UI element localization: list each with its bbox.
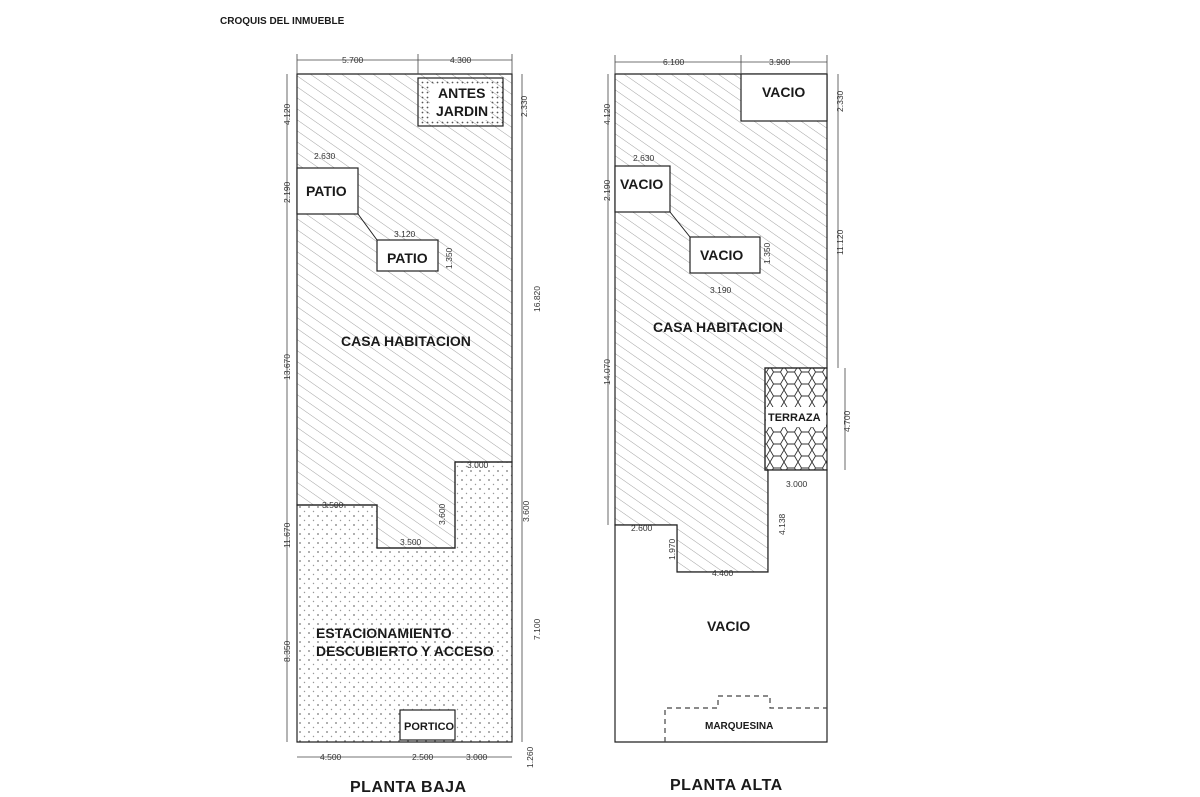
- pb-dim-top-right: 4.300: [450, 55, 472, 65]
- pb-dim-garage-h: 3.600: [521, 500, 531, 522]
- pb-dim-garage-w: 3.000: [467, 460, 489, 470]
- pb-dim-notch-w1: 3.500: [322, 500, 344, 510]
- pa-vacio-center-label: VACIO: [700, 247, 744, 263]
- antes-label-2: JARDIN: [436, 103, 489, 119]
- pa-dim-notch-h: 4.138: [777, 513, 787, 535]
- pa-dim-vacio-top-h: 2.330: [835, 90, 845, 112]
- pa-dim-bottom-w: 4.400: [712, 568, 734, 578]
- pa-casa-habitacion-label: CASA HABITACION: [653, 319, 783, 335]
- pa-dim-step-w: 2.600: [631, 523, 653, 533]
- pb-dim-bottom-3: 3.000: [466, 752, 488, 762]
- pb-dim-left-bottom: 8.350: [282, 640, 292, 662]
- pb-dim-notch-w2: 3.500: [400, 537, 422, 547]
- pb-dim-left-lower: 11.670: [282, 522, 292, 548]
- pa-dim-right-main: 11.120: [835, 229, 845, 255]
- pb-dim-left-main: 13.670: [282, 354, 292, 380]
- pa-dim-left-vacio: 2.190: [602, 179, 612, 201]
- marquesina-label: MARQUESINA: [705, 721, 774, 732]
- estacionamiento-label-1: ESTACIONAMIENTO: [316, 625, 452, 641]
- portico-label: PORTICO: [404, 721, 455, 733]
- pb-dim-top-left: 5.700: [342, 55, 364, 65]
- pb-dim-antes-h: 2.330: [519, 95, 529, 117]
- antes-label-1: ANTES: [438, 85, 486, 101]
- pa-dim-left-top: 4.120: [602, 103, 612, 125]
- terraza-label: TERRAZA: [768, 412, 821, 424]
- pa-dim-step-h: 1.970: [667, 538, 677, 560]
- pb-dim-left-patio: 2.190: [282, 181, 292, 203]
- pb-dim-right-lower: 7.100: [532, 618, 542, 640]
- pb-dim-corner: 1.260: [525, 746, 535, 768]
- pb-dim-right-total: 16.820: [532, 286, 542, 312]
- pa-dim-vacio-center-w: 3.190: [710, 285, 732, 295]
- pb-dim-bottom-1: 4.500: [320, 752, 342, 762]
- pb-dim-bottom-2: 2.500: [412, 752, 434, 762]
- pb-dim-notch-h: 3.600: [437, 503, 447, 525]
- casa-habitacion-label: CASA HABITACION: [341, 333, 471, 349]
- planta-baja-title: PLANTA BAJA: [350, 779, 467, 796]
- pa-dim-terraza-h: 4.700: [842, 410, 852, 432]
- planta-alta-title: PLANTA ALTA: [670, 777, 783, 794]
- pa-vacio-top-label: VACIO: [762, 84, 806, 100]
- pb-dim-patio-center-w: 3.120: [394, 229, 416, 239]
- patio-left-label: PATIO: [306, 183, 347, 199]
- pa-dim-terraza-w: 3.000: [786, 479, 808, 489]
- pa-dim-top-right: 3.900: [769, 57, 791, 67]
- pb-dim-left-top: 4.120: [282, 103, 292, 125]
- pa-dim-top-left: 6.100: [663, 57, 685, 67]
- pb-dim-patio-center-h: 1.350: [444, 247, 454, 269]
- pa-dim-left-main: 14.070: [602, 359, 612, 385]
- patio-center-label: PATIO: [387, 250, 428, 266]
- estacionamiento-label-2: DESCUBIERTO Y ACCESO: [316, 643, 494, 659]
- sheet-title: CROQUIS DEL INMUEBLE: [220, 16, 345, 27]
- pa-dim-vacio-left-w: 2.630: [633, 153, 655, 163]
- pa-dim-vacio-center-h: 1.350: [762, 242, 772, 264]
- pa-vacio-left-label: VACIO: [620, 176, 664, 192]
- pb-dim-patio-left-w: 2.630: [314, 151, 336, 161]
- pa-vacio-bottom-label: VACIO: [707, 618, 751, 634]
